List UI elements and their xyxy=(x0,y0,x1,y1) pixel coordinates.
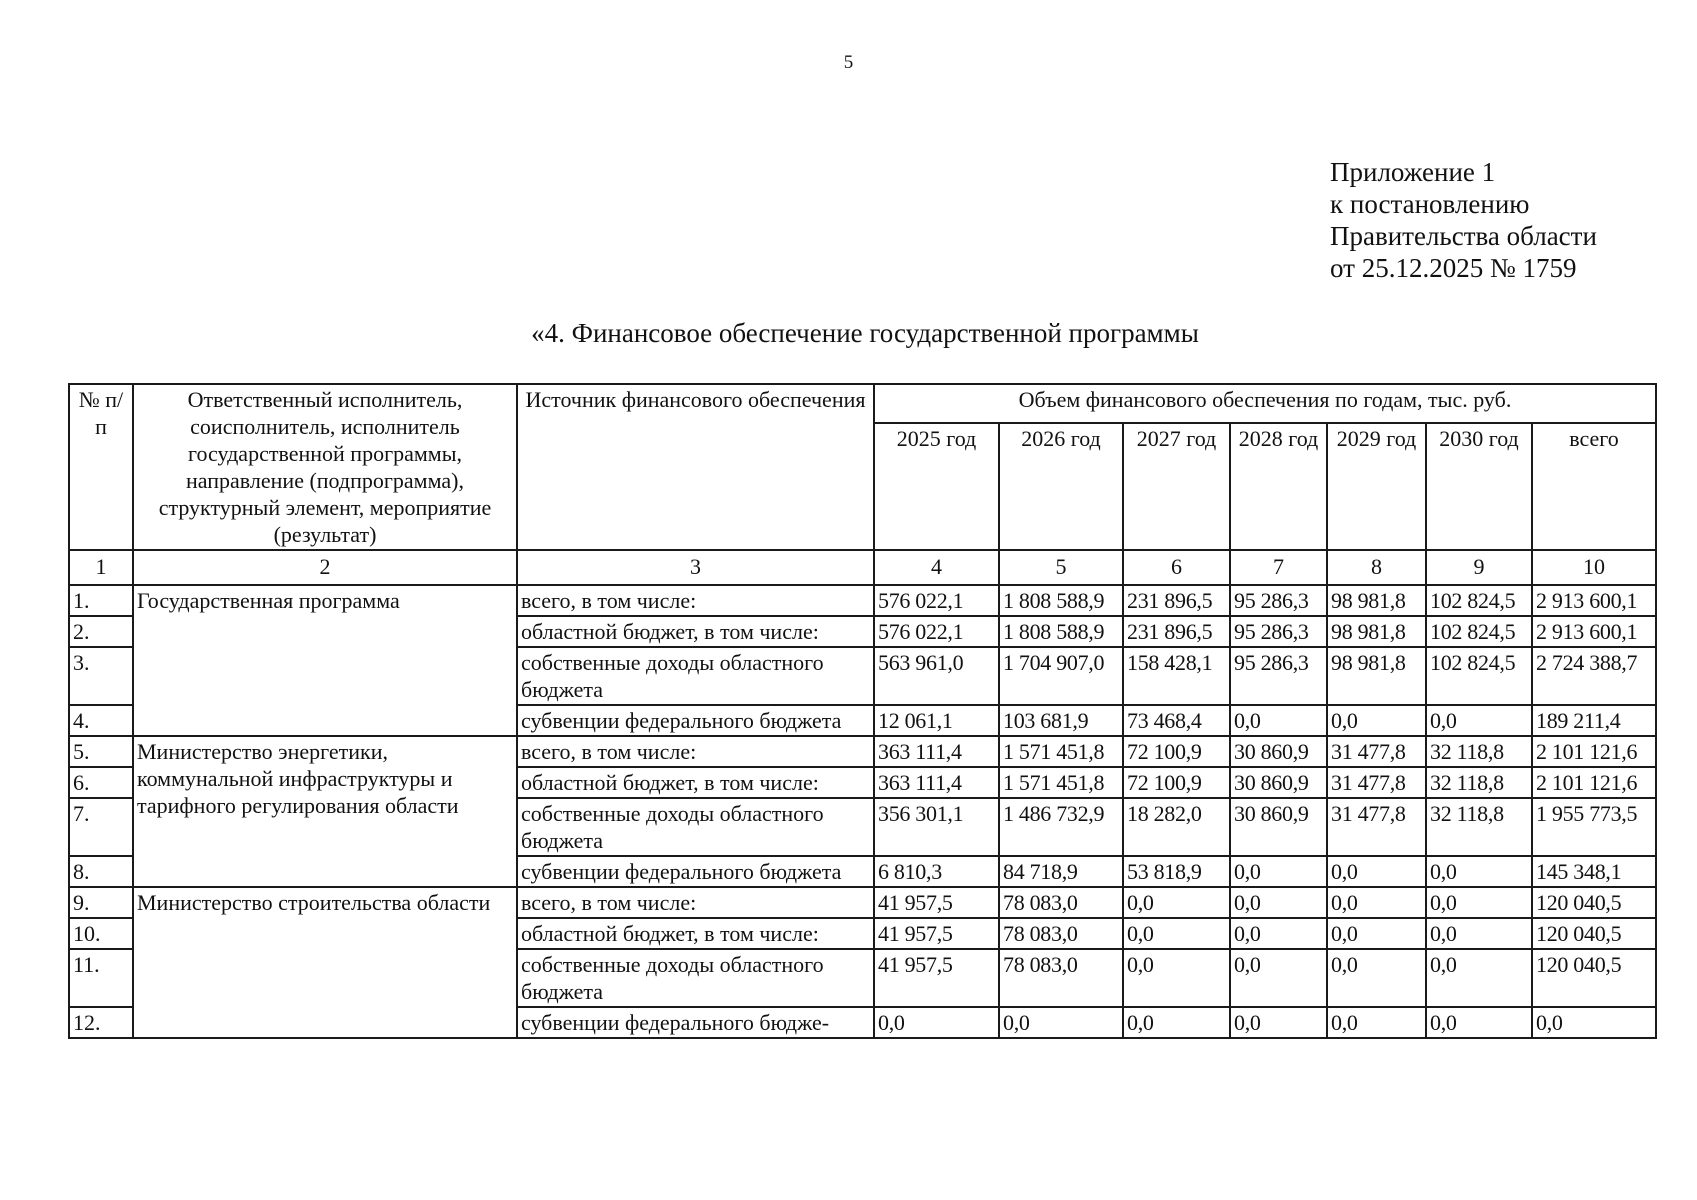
row-number: 2. xyxy=(69,616,133,647)
appendix-block xyxy=(1330,156,1597,284)
value-cell: 120 040,5 xyxy=(1532,887,1656,918)
value-cell: 12 061,1 xyxy=(874,705,999,736)
value-cell: 1 808 588,9 xyxy=(999,616,1123,647)
value-cell: 0,0 xyxy=(1123,918,1230,949)
value-cell: 53 818,9 xyxy=(1123,856,1230,887)
value-cell: 0,0 xyxy=(1327,918,1426,949)
value-cell: 72 100,9 xyxy=(1123,736,1230,767)
value-cell: 41 957,5 xyxy=(874,918,999,949)
value-cell: 30 860,9 xyxy=(1230,736,1327,767)
column-number: 10 xyxy=(1532,550,1656,585)
document-title: «4. Финансовое обеспечение государственной программы xyxy=(531,318,1199,348)
column-number: 8 xyxy=(1327,550,1426,585)
finance-table xyxy=(68,383,1657,1039)
value-cell: 0,0 xyxy=(1426,887,1532,918)
value-cell: 98 981,8 xyxy=(1327,647,1426,705)
executor-cell: Министерство энергетики, коммунальной инфраструктуры и тарифного регулирования области xyxy=(133,736,517,887)
value-cell: 1 486 732,9 xyxy=(999,798,1123,856)
header-year: 2025 год xyxy=(874,423,999,550)
value-cell: 363 111,4 xyxy=(874,736,999,767)
source-cell: всего, в том числе: xyxy=(517,736,874,767)
value-cell: 0,0 xyxy=(1230,918,1327,949)
source-cell: всего, в том числе: xyxy=(517,887,874,918)
value-cell: 78 083,0 xyxy=(999,887,1123,918)
value-cell: 0,0 xyxy=(1230,1007,1327,1038)
source-cell: субвенции федерального бюджета xyxy=(517,856,874,887)
value-cell: 0,0 xyxy=(1327,705,1426,736)
value-cell: 78 083,0 xyxy=(999,918,1123,949)
value-cell: 231 896,5 xyxy=(1123,585,1230,616)
value-cell: 2 101 121,6 xyxy=(1532,767,1656,798)
appendix-line: Приложение 1 xyxy=(1330,157,1496,187)
source-cell: собственные доходы областного бюджета xyxy=(517,647,874,705)
value-cell: 158 428,1 xyxy=(1123,647,1230,705)
column-number: 1 xyxy=(69,550,133,585)
row-number: 5. xyxy=(69,736,133,767)
value-cell: 356 301,1 xyxy=(874,798,999,856)
value-cell: 2 101 121,6 xyxy=(1532,736,1656,767)
value-cell: 0,0 xyxy=(1230,856,1327,887)
value-cell: 1 571 451,8 xyxy=(999,736,1123,767)
value-cell: 84 718,9 xyxy=(999,856,1123,887)
value-cell: 103 681,9 xyxy=(999,705,1123,736)
value-cell: 0,0 xyxy=(874,1007,999,1038)
value-cell: 0,0 xyxy=(1327,887,1426,918)
value-cell: 576 022,1 xyxy=(874,585,999,616)
value-cell: 0,0 xyxy=(1230,949,1327,1007)
value-cell: 102 824,5 xyxy=(1426,616,1532,647)
header-year: 2028 год xyxy=(1230,423,1327,550)
value-cell: 231 896,5 xyxy=(1123,616,1230,647)
column-number: 2 xyxy=(133,550,517,585)
value-cell: 0,0 xyxy=(1426,1007,1532,1038)
column-number: 6 xyxy=(1123,550,1230,585)
header-year: 2026 год xyxy=(999,423,1123,550)
value-cell: 0,0 xyxy=(1426,856,1532,887)
executor-cell: Министерство строительства области xyxy=(133,887,517,1038)
value-cell: 0,0 xyxy=(1426,918,1532,949)
source-cell: областной бюджет, в том числе: xyxy=(517,616,874,647)
value-cell: 120 040,5 xyxy=(1532,949,1656,1007)
value-cell: 98 981,8 xyxy=(1327,616,1426,647)
value-cell: 576 022,1 xyxy=(874,616,999,647)
value-cell: 0,0 xyxy=(1327,949,1426,1007)
value-cell: 0,0 xyxy=(1230,705,1327,736)
source-cell: областной бюджет, в том числе: xyxy=(517,767,874,798)
value-cell: 31 477,8 xyxy=(1327,798,1426,856)
value-cell: 1 955 773,5 xyxy=(1532,798,1656,856)
value-cell: 0,0 xyxy=(1327,1007,1426,1038)
value-cell: 0,0 xyxy=(1123,949,1230,1007)
value-cell: 98 981,8 xyxy=(1327,585,1426,616)
row-number: 9. xyxy=(69,887,133,918)
value-cell: 0,0 xyxy=(1123,887,1230,918)
value-cell: 18 282,0 xyxy=(1123,798,1230,856)
page-number: 5 xyxy=(843,52,854,73)
value-cell: 0,0 xyxy=(999,1007,1123,1038)
value-cell: 95 286,3 xyxy=(1230,616,1327,647)
row-number: 11. xyxy=(69,949,133,1007)
value-cell: 95 286,3 xyxy=(1230,585,1327,616)
value-cell: 6 810,3 xyxy=(874,856,999,887)
row-number: 6. xyxy=(69,767,133,798)
value-cell: 2 913 600,1 xyxy=(1532,585,1656,616)
value-cell: 563 961,0 xyxy=(874,647,999,705)
value-cell: 0,0 xyxy=(1230,887,1327,918)
column-number: 4 xyxy=(874,550,999,585)
header-year: 2029 год xyxy=(1327,423,1426,550)
value-cell: 1 704 907,0 xyxy=(999,647,1123,705)
value-cell: 78 083,0 xyxy=(999,949,1123,1007)
source-cell: всего, в том числе: xyxy=(517,585,874,616)
table-row xyxy=(69,736,1656,767)
appendix-line: к постановлению xyxy=(1330,189,1530,219)
row-number: 4. xyxy=(69,705,133,736)
value-cell: 41 957,5 xyxy=(874,949,999,1007)
value-cell: 102 824,5 xyxy=(1426,585,1532,616)
column-number: 5 xyxy=(999,550,1123,585)
row-number: 7. xyxy=(69,798,133,856)
row-number: 1. xyxy=(69,585,133,616)
source-cell: собственные доходы областного бюджета xyxy=(517,949,874,1007)
value-cell: 41 957,5 xyxy=(874,887,999,918)
value-cell: 32 118,8 xyxy=(1426,736,1532,767)
column-number: 3 xyxy=(517,550,874,585)
source-cell: областной бюджет, в том числе: xyxy=(517,918,874,949)
row-number: 3. xyxy=(69,647,133,705)
row-number: 10. xyxy=(69,918,133,949)
appendix-line: от 25.12.2025 № 1759 xyxy=(1330,253,1577,283)
executor-cell: Государственная программа xyxy=(133,585,517,736)
header-year: 2030 год xyxy=(1426,423,1532,550)
value-cell: 32 118,8 xyxy=(1426,767,1532,798)
value-cell: 363 111,4 xyxy=(874,767,999,798)
value-cell: 72 100,9 xyxy=(1123,767,1230,798)
value-cell: 0,0 xyxy=(1327,856,1426,887)
value-cell: 2 724 388,7 xyxy=(1532,647,1656,705)
table-row xyxy=(69,887,1656,918)
value-cell: 102 824,5 xyxy=(1426,647,1532,705)
header-executor: Ответственный исполнитель, соисполнитель, исполнитель государственной программы, направление (подпрограмма), структурный элемент, мероприятие (результат) xyxy=(133,384,517,550)
value-cell: 0,0 xyxy=(1532,1007,1656,1038)
value-cell: 31 477,8 xyxy=(1327,767,1426,798)
header-year: 2027 год xyxy=(1123,423,1230,550)
value-cell: 189 211,4 xyxy=(1532,705,1656,736)
row-number: 8. xyxy=(69,856,133,887)
value-cell: 145 348,1 xyxy=(1532,856,1656,887)
value-cell: 120 040,5 xyxy=(1532,918,1656,949)
value-cell: 2 913 600,1 xyxy=(1532,616,1656,647)
table-row xyxy=(69,585,1656,616)
source-cell: собственные доходы областного бюджета xyxy=(517,798,874,856)
value-cell: 1 808 588,9 xyxy=(999,585,1123,616)
source-cell: субвенции федерального бюджета xyxy=(517,705,874,736)
column-number: 9 xyxy=(1426,550,1532,585)
appendix-line: Правительства области xyxy=(1330,221,1597,251)
header-source: Источник финансового обеспечения xyxy=(517,384,874,550)
header-year: всего xyxy=(1532,423,1656,550)
value-cell: 30 860,9 xyxy=(1230,767,1327,798)
column-numbers-row xyxy=(69,550,1656,585)
header-row xyxy=(69,384,1656,423)
header-volume: Объем финансового обеспечения по годам, тыс. руб. xyxy=(874,384,1656,423)
header-num: № п/п xyxy=(69,384,133,550)
value-cell: 30 860,9 xyxy=(1230,798,1327,856)
value-cell: 31 477,8 xyxy=(1327,736,1426,767)
source-cell: субвенции федерального бюдже- xyxy=(517,1007,874,1038)
value-cell: 32 118,8 xyxy=(1426,798,1532,856)
value-cell: 73 468,4 xyxy=(1123,705,1230,736)
value-cell: 0,0 xyxy=(1123,1007,1230,1038)
value-cell: 1 571 451,8 xyxy=(999,767,1123,798)
value-cell: 0,0 xyxy=(1426,949,1532,1007)
value-cell: 95 286,3 xyxy=(1230,647,1327,705)
column-number: 7 xyxy=(1230,550,1327,585)
value-cell: 0,0 xyxy=(1426,705,1532,736)
row-number: 12. xyxy=(69,1007,133,1038)
